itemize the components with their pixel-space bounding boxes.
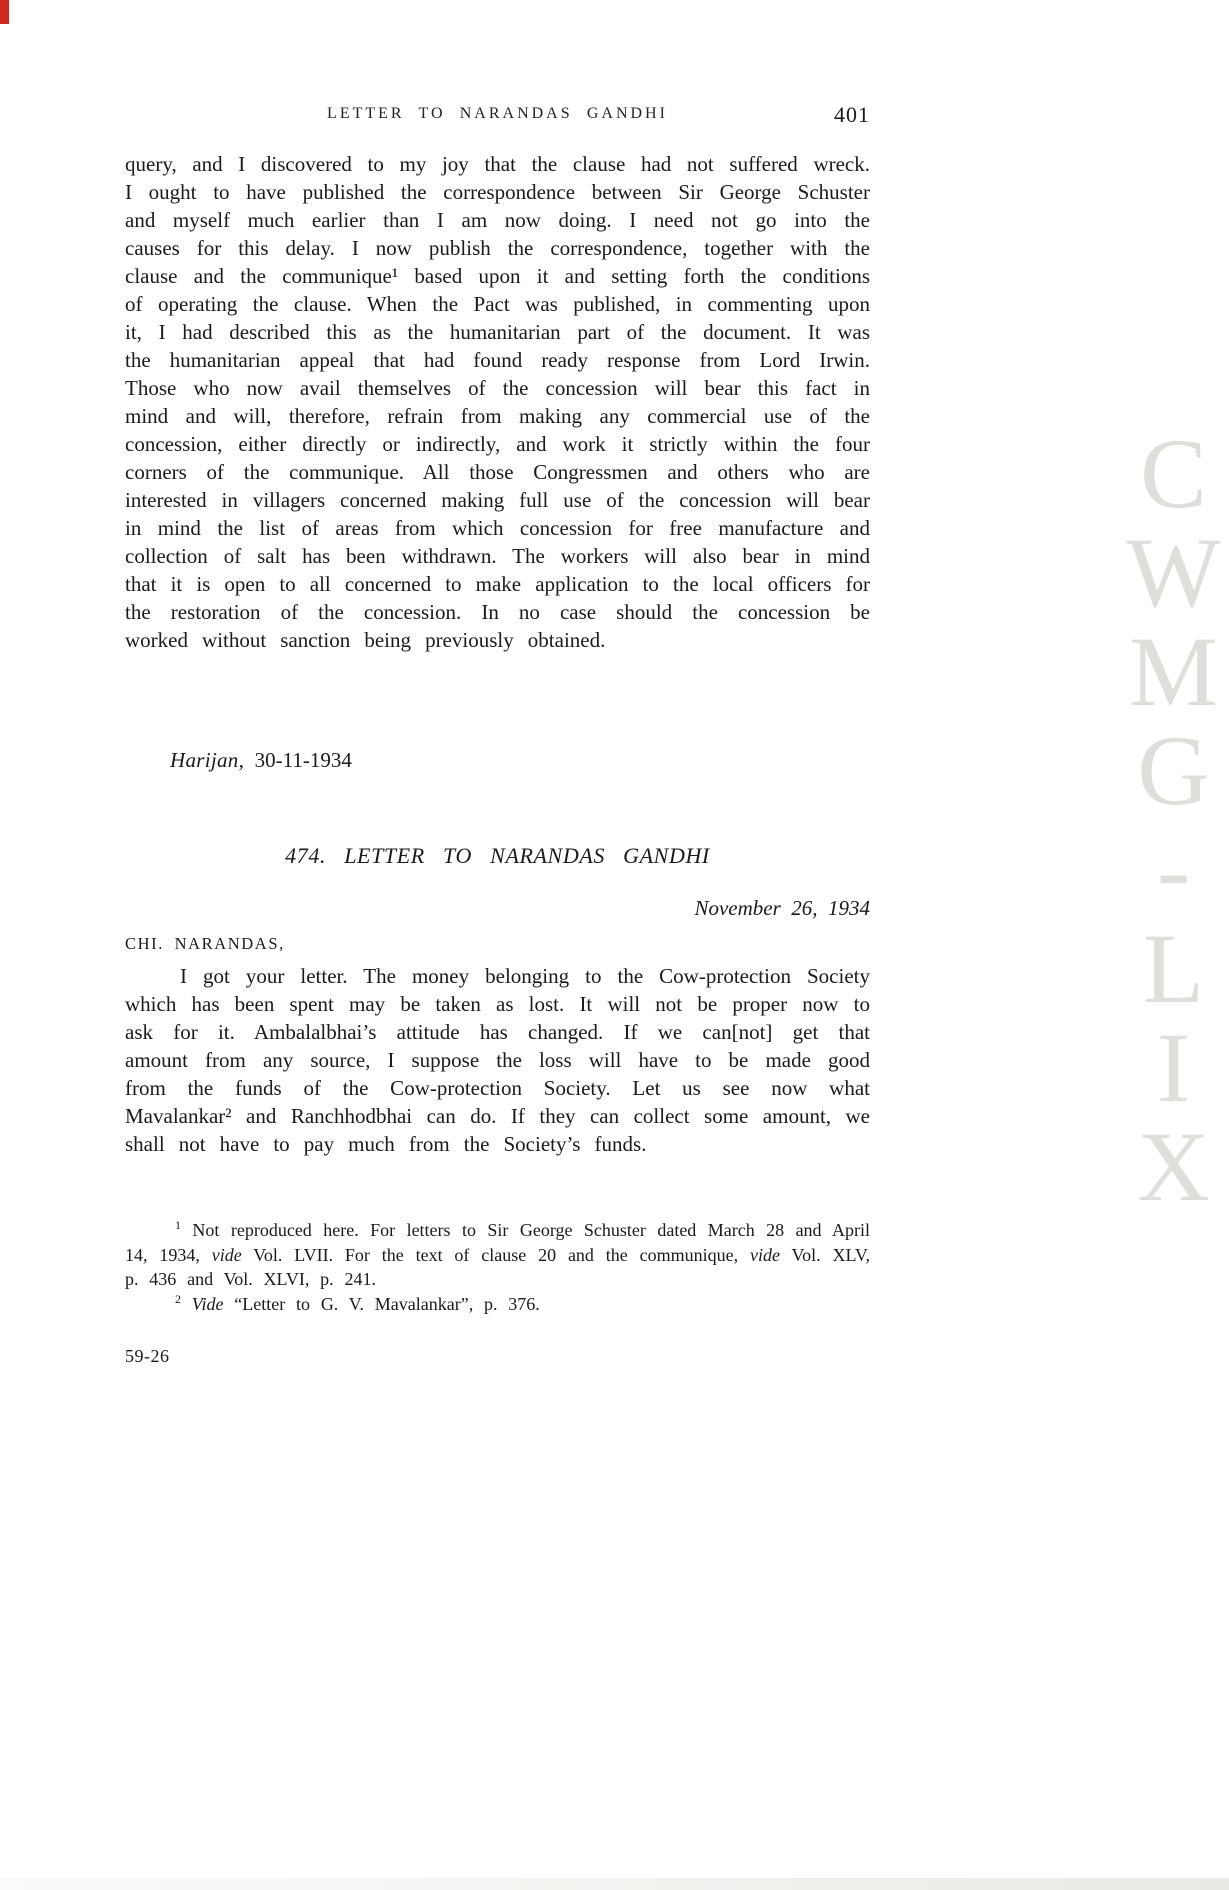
footnote-1-text-b: Vol. LVII. For the text of clause 20 and the communique, <box>241 1244 750 1265</box>
footnote-2-text: “Letter to G. V. Mavalankar”, p. 376. <box>223 1293 540 1314</box>
running-header-title: LETTER TO NARANDAS GANDHI <box>327 105 668 122</box>
citation-source-title: Harijan, <box>170 748 245 772</box>
footnote-1-vide-a: vide <box>211 1244 242 1265</box>
footnote-1-text-a: Not reproduced here. For letters to Sir George Schuster dated March 28 and April 14, 1934, <box>125 1220 870 1265</box>
continued-article-paragraph: query, and I discovered to my joy that the clause had not suffered wreck. I ought to have published the correspondence between Sir George Schuster and myself much earlier than I am now doing. I need not go into the causes for this delay. I now publish the correspondence, together with the clause and the communique¹ based upon it and setting forth the conditions of operating the clause. When the Pact was published, in commenting upon it, I had described this as the humanitarian part of the document. It was the humanitarian appeal that had found ready response from Lord Irwin. Those who now avail themselves of the concession will bear this fact in mind and will, therefore, refrain from making any commercial use of the concession, either directly or indirectly, and work it strictly within the four corners of the communique. All those Congressmen and others who are interested in villagers concerned making full use of the concession will bear in mind the list of areas from which concession for free manufacture and collection of salt has been withdrawn. The workers will also bear in mind that it is open to all concerned to make application to the local officers for the restoration of the concession. In no case should the concession be worked without sanction being previously obtained. <box>125 152 870 652</box>
page-number: 401 <box>834 102 870 127</box>
footnote-1-text-c: Vol. XLV, p. 436 and Vol. XLVI, p. 241. <box>125 1244 871 1289</box>
footnotes-section <box>125 1218 870 1316</box>
letter-body-paragraph: I got your letter. The money belonging to the Cow-protection Society which has been spent may be taken as lost. It will not be proper now to ask for it. Ambalalbhai’s attitude has changed. If we can[not] get that amount from any source, I suppose the loss will have to be made good from the funds of the Cow-protection Society. Let us see now what Mavalankar² and Ranchhodbhai can do. If they can collect some amount, we shall not have to pay much from the Society’s funds. <box>125 964 870 1156</box>
footnote-1-vide-b: vide <box>749 1244 780 1265</box>
letter-dateline: November 26, 1934 <box>694 896 870 920</box>
section-heading: 474. LETTER TO NARANDAS GANDHI <box>285 843 710 868</box>
footnote-2 <box>125 1292 870 1317</box>
citation-date: 30-11-1934 <box>244 748 352 772</box>
footnote-2-marker: 2 <box>175 1291 181 1306</box>
source-citation <box>125 748 915 773</box>
footnote-1-marker: 1 <box>175 1218 181 1232</box>
footnote-2-vide: Vide <box>181 1293 224 1314</box>
footnote-1 <box>125 1218 870 1292</box>
printer-signature-mark: 59-26 <box>125 1346 170 1366</box>
cwmg-volume-watermark: CWMG-LIX <box>1118 418 1229 1210</box>
letter-salutation: CHI. NARANDAS, <box>125 934 285 953</box>
running-header-row <box>125 102 870 131</box>
